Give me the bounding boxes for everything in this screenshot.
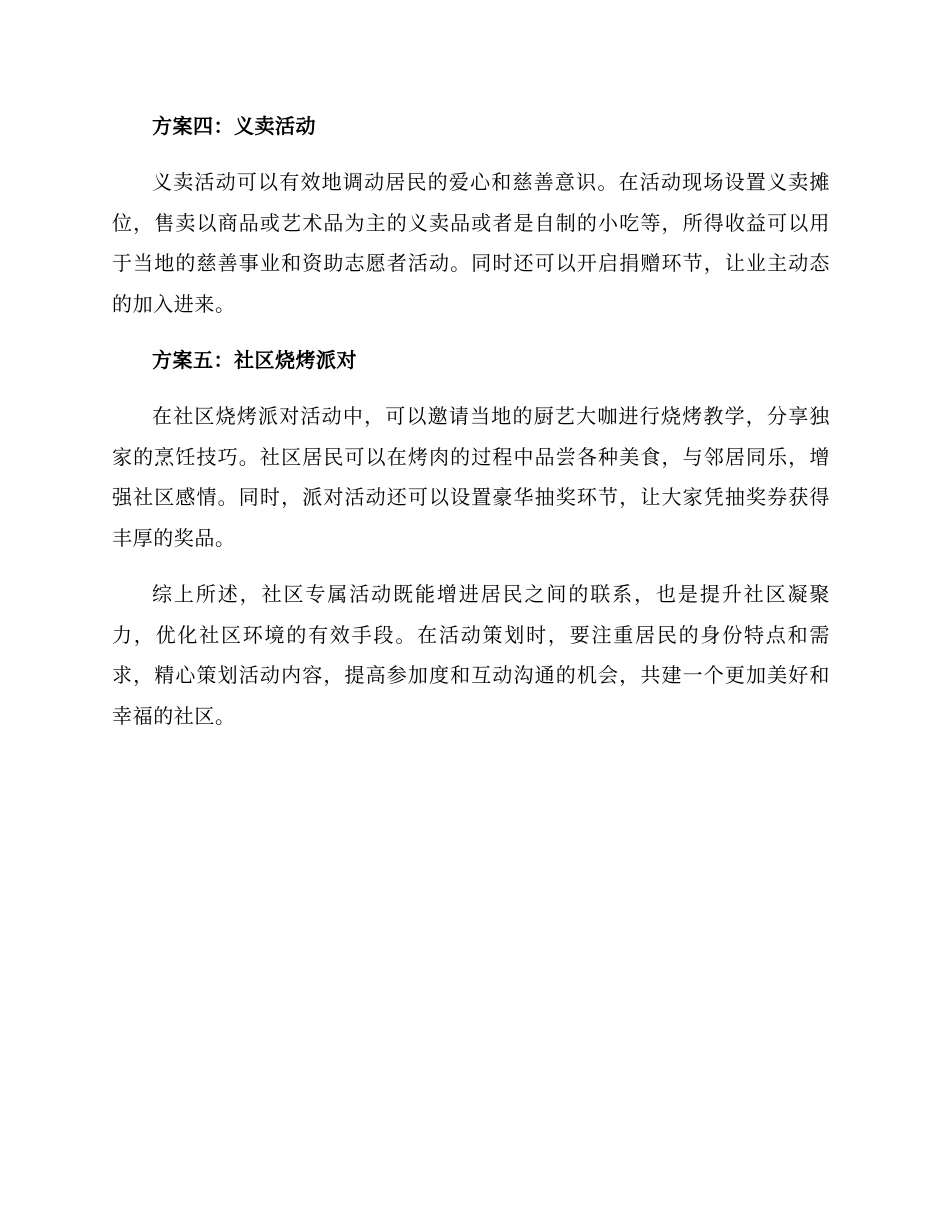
- section-heading-plan-four: 方案四：义卖活动: [152, 114, 316, 138]
- section-heading-plan-five: 方案五：社区烧烤派对: [152, 348, 357, 372]
- paragraph-bbq-party: 在社区烧烤派对活动中，可以邀请当地的厨艺大咖进行烧烤教学，分享独家的烹饪技巧。社区居民可以在烤肉的过程中品尝各种美食，与邻居同乐，增强社区感情。同时，派对活动还可以设置豪华抽奖环节，让大家凭抽奖券获得丰厚的奖品。: [112, 404, 830, 550]
- paragraph-charity-sale: 义卖活动可以有效地调动居民的爱心和慈善意识。在活动现场设置义卖摊位，售卖以商品或艺术品为主的义卖品或者是自制的小吃等，所得收益可以用于当地的慈善事业和资助志愿者活动。同时还可以开启捐赠环节，让业主动态的加入进来。: [112, 170, 830, 316]
- document-body: [112, 106, 830, 752]
- paragraph-conclusion: 综上所述，社区专属活动既能增进居民之间的联系，也是提升社区凝聚力，优化社区环境的有效手段。在活动策划时，要注重居民的身份特点和需求，精心策划活动内容，提高参加度和互动沟通的机会，共建一个更加美好和幸福的社区。: [112, 582, 830, 728]
